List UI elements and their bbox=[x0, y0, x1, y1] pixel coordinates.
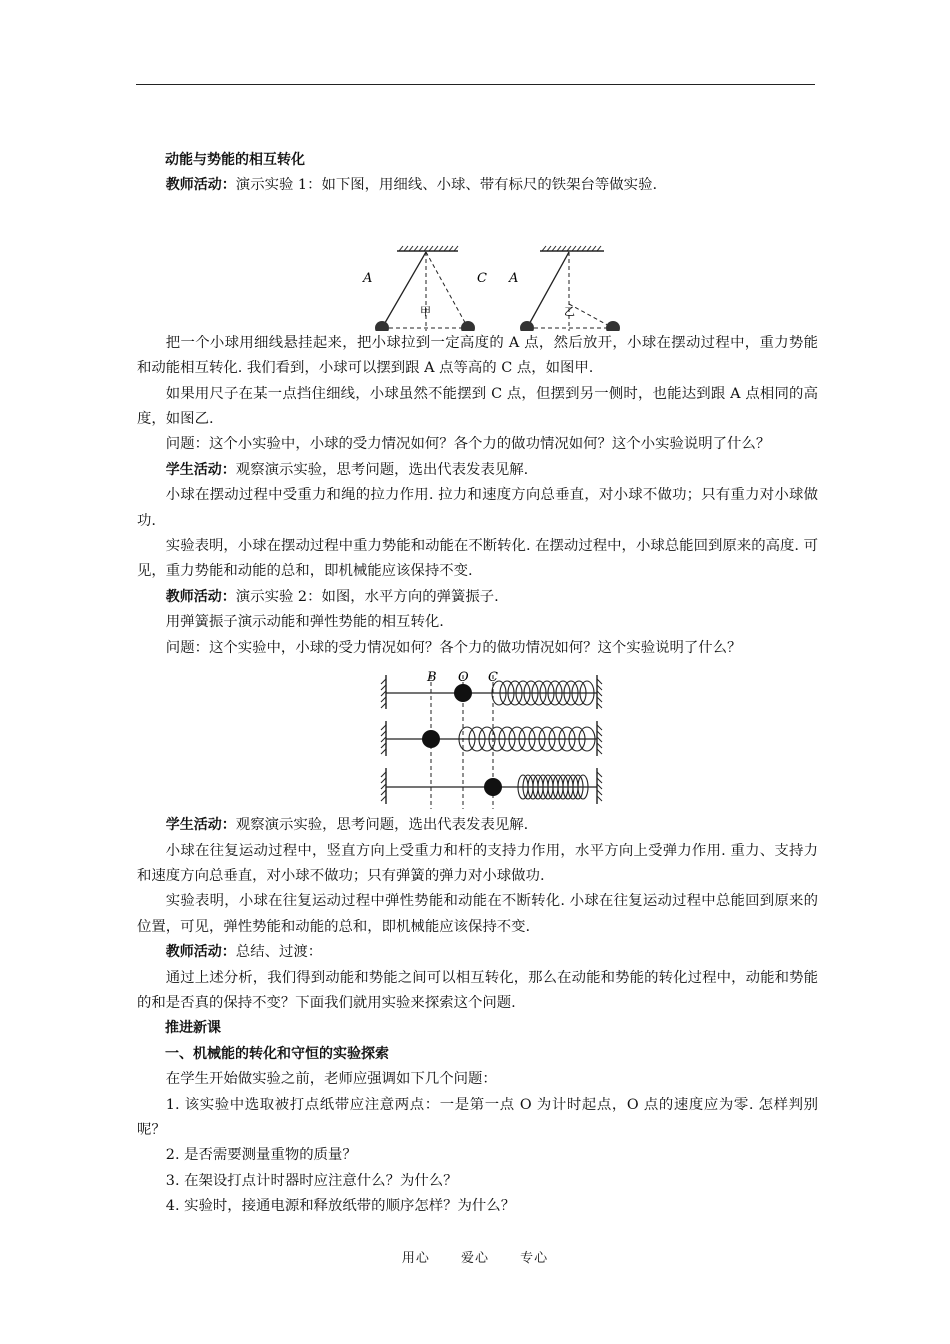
teacher-text: 演示实验 1：如下图，用细线、小球、带有标尺的铁架台等做实验. bbox=[235, 177, 658, 194]
student-text: 观察演示实验，思考问题，选出代表发表见解. bbox=[235, 817, 529, 834]
heading-section-1: 一、机械能的转化和守恒的实验探索 bbox=[165, 1045, 389, 1062]
label-c-spring: C bbox=[488, 670, 498, 685]
label-a-jia: A bbox=[363, 271, 373, 286]
question-1: 1. 该实验中选取被打点纸带应注意两点：一是第一点 O 为计时起点，O 点的速度应为零. 怎样判别呢？ bbox=[137, 1096, 818, 1138]
paragraph-1: 把一个小球用细线悬挂起来，把小球拉到一定高度的 A 点，然后放开，小球在摆动过程中，重力势能和动能相互转化. 我们看到，小球可以摆到跟 A 点等高的 C 点，如图甲. bbox=[137, 334, 818, 377]
teacher-text: 演示实验 2：如图，水平方向的弹簧振子. bbox=[235, 588, 499, 605]
paragraph-5: 实验表明，小球在摆动过程中重力势能和动能在不断转化. 在摆动过程中，小球总能回到原来的高度. 可见，重力势能和动能的总和，即机械能应该保持不变. bbox=[137, 538, 818, 580]
teacher-label: 教师活动： bbox=[165, 177, 236, 194]
caption-jia: 甲 bbox=[420, 305, 431, 318]
heading-transform: 动能与势能的相互转化 bbox=[165, 152, 305, 168]
caption-yi: 乙 bbox=[564, 305, 575, 318]
footer-word-3: 专心 bbox=[520, 1251, 549, 1266]
label-b: B bbox=[427, 670, 437, 685]
teacher-text: 总结、过渡： bbox=[235, 944, 323, 961]
paragraph-4: 小球在摆动过程中受重力和绳的拉力作用. 拉力和速度方向总垂直，对小球不做功；只有重力对小球做功. bbox=[137, 487, 818, 529]
teacher-label: 教师活动： bbox=[165, 944, 236, 961]
student-label: 学生活动： bbox=[165, 461, 236, 478]
paragraph-10: 通过上述分析，我们得到动能和势能之间可以相互转化，那么在动能和势能的转化过程中，动能和势能的和是否真的保持不变？下面我们就用实验来探索这个问题. bbox=[137, 969, 818, 1011]
paragraph-6: 用弹簧振子演示动能和弹性势能的相互转化. bbox=[165, 614, 444, 631]
heading-new-lesson: 推进新课 bbox=[165, 1020, 221, 1037]
label-c-jia: C bbox=[477, 271, 487, 286]
paragraph-2: 如果用尺子在某一点挡住细线，小球虽然不能摆到 C 点，但摆到另一侧时，也能达到跟 A 点相同的高度，如图乙. bbox=[137, 385, 818, 428]
paragraph-8: 小球在往复运动过程中，竖直方向上受重力和杆的支持力作用，水平方向上受弹力作用. 重力、支持力和速度方向总垂直，对小球不做功；只有弹簧的弹力对小球做功. bbox=[137, 842, 818, 884]
label-a-yi: A bbox=[509, 271, 519, 286]
question-2: 2. 是否需要测量重物的质量？ bbox=[165, 1147, 357, 1164]
footer-word-1: 用心 bbox=[401, 1251, 430, 1266]
footer-word-2: 爱心 bbox=[460, 1251, 489, 1266]
student-text: 观察演示实验，思考问题，选出代表发表见解. bbox=[235, 461, 529, 478]
question-3: 3. 在架设打点计时器时应注意什么？为什么？ bbox=[165, 1172, 458, 1189]
question-4: 4. 实验时，接通电源和释放纸带的顺序怎样？为什么？ bbox=[165, 1198, 516, 1215]
teacher-label: 教师活动： bbox=[165, 588, 236, 605]
paragraph-9: 实验表明，小球在往复运动过程中弹性势能和动能在不断转化. 小球在往复运动过程中总能回到原来的位置，可见，弹性势能和动能的总和，即机械能应该保持不变. bbox=[137, 893, 818, 935]
paragraph-3: 问题：这个小实验中，小球的受力情况如何？各个力的做功情况如何？这个小实验说明了什么？ bbox=[165, 436, 771, 453]
student-label: 学生活动： bbox=[165, 817, 236, 834]
paragraph-7: 问题：这个实验中，小球的受力情况如何？各个力的做功情况如何？这个实验说明了什么？ bbox=[165, 639, 742, 656]
label-o: O bbox=[458, 670, 469, 685]
paragraph-11: 在学生开始做实验之前，老师应强调如下几个问题： bbox=[165, 1071, 497, 1088]
